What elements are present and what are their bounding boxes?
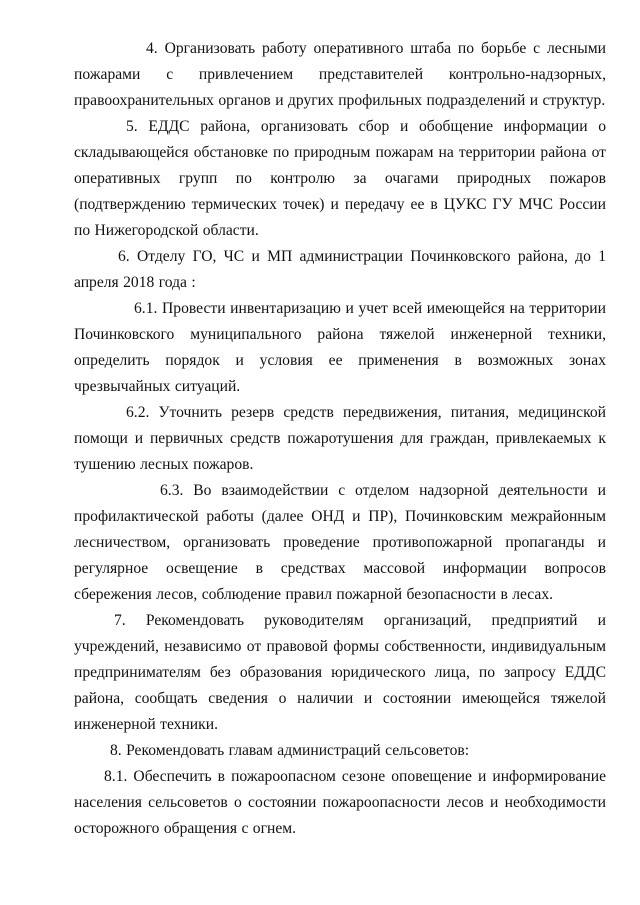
paragraph-item-8: 8. Рекомендовать главам администраций сельсоветов: bbox=[110, 742, 470, 759]
paragraph-item-6-1: 6.1. Провести инвентаризацию и учет всей имеющейся на территории Починковского муниципального района тяжелой инженерной техники, определить порядок и условия ее применения в возможных зонах чрезвычайных ситуаций. bbox=[74, 300, 606, 395]
paragraph-item-6: 6. Отделу ГО, ЧС и МП администрации Починковского района, до 1 апреля 2018 года : bbox=[74, 248, 606, 291]
paragraph-item-7: 7. Рекомендовать руководителям организаций, предприятий и учреждений, независимо от правовой формы собственности, индивидуальным предпринимателям без образования юридического лица, по запросу ЕДДС района, сообщать сведения о наличии и состоянии имеющейся тяжелой инженерной техники. bbox=[74, 612, 606, 733]
paragraph-item-8-1: 8.1. Обеспечить в пожароопасном сезоне оповещение и информирование населения сельсоветов о состоянии пожароопасности лесов и необходимости осторожного обращения с огнем. bbox=[74, 768, 606, 837]
paragraph-item-5: 5. ЕДДС района, организовать сбор и обобщение информации о складывающейся обстановке по природным пожарам на территории района от оперативных групп по контролю за очагами природных пожаров (подтверждению термических точек) и передачу ее в ЦУКС ГУ МЧС России по Нижегородской области. bbox=[74, 118, 606, 239]
document-page bbox=[74, 36, 606, 842]
paragraph-item-6-3: 6.3. Во взаимодействии с отделом надзорной деятельности и профилактической работы (далее ОНД и ПР), Починковским межрайонным лесничеством, организовать проведение противопожарной пропаганды и регулярное освещение в средствах массовой информации вопросов сбережения лесов, соблюдение правил пожарной безопасности в лесах. bbox=[74, 482, 606, 603]
paragraph-item-6-2: 6.2. Уточнить резерв средств передвижения, питания, медицинской помощи и первичных средств пожаротушения для граждан, привлекаемых к тушению лесных пожаров. bbox=[74, 404, 606, 473]
paragraph-item-4: 4. Организовать работу оперативного штаба по борьбе с лесными пожарами с привлечением представителей контрольно-надзорных, правоохранительных органов и других профильных подразделений и структур. bbox=[74, 40, 606, 109]
